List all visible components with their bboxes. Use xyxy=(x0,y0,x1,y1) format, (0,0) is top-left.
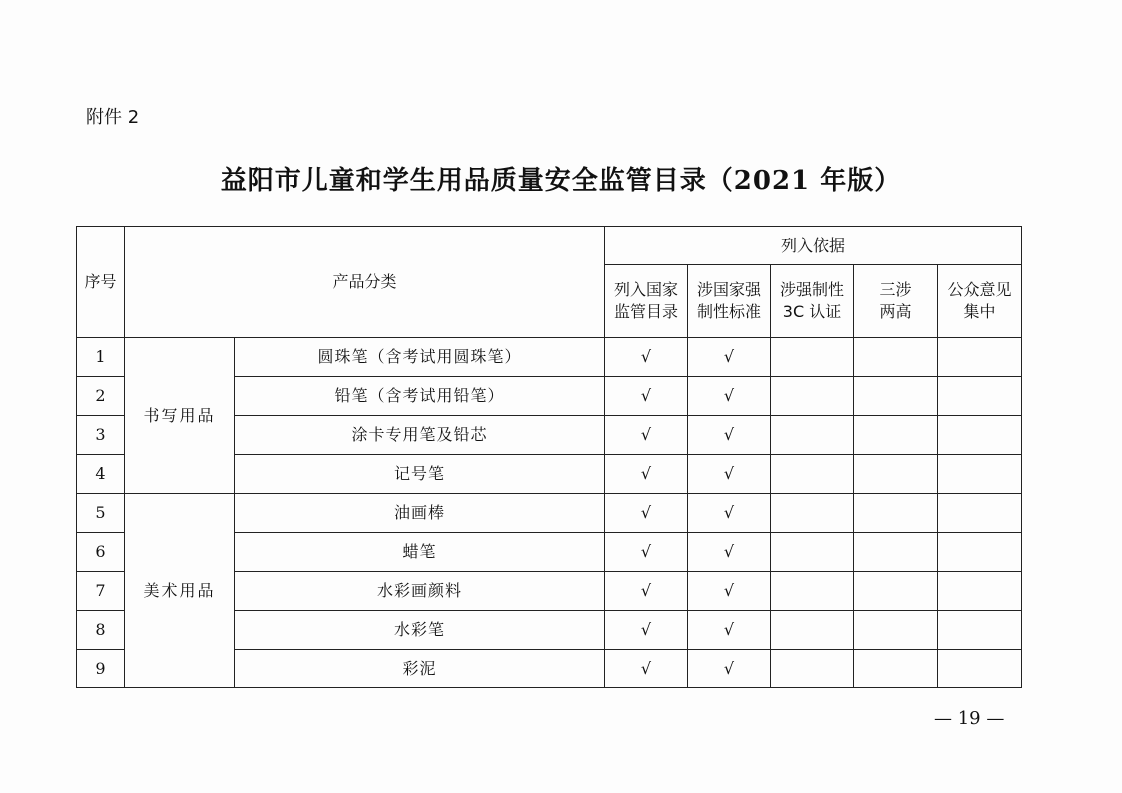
check-mark xyxy=(771,611,854,650)
row-number: 5 xyxy=(77,494,125,533)
check-mark xyxy=(771,377,854,416)
check-mark: √ xyxy=(605,572,688,611)
supervision-catalog-table xyxy=(76,226,1022,688)
check-mark: √ xyxy=(605,650,688,688)
header-basis-col: 三涉 两高 xyxy=(854,265,938,338)
check-mark: √ xyxy=(688,494,771,533)
check-mark xyxy=(771,416,854,455)
header-category: 产品分类 xyxy=(125,227,605,338)
check-mark xyxy=(771,650,854,688)
row-number: 8 xyxy=(77,611,125,650)
check-mark xyxy=(938,533,1022,572)
check-mark: √ xyxy=(688,416,771,455)
row-number: 3 xyxy=(77,416,125,455)
check-mark xyxy=(938,338,1022,377)
check-mark: √ xyxy=(605,533,688,572)
row-number: 4 xyxy=(77,455,125,494)
check-mark xyxy=(771,494,854,533)
check-mark xyxy=(854,338,938,377)
product-name: 油画棒 xyxy=(235,494,605,533)
check-mark xyxy=(771,572,854,611)
check-mark: √ xyxy=(688,377,771,416)
row-number: 9 xyxy=(77,650,125,688)
check-mark: √ xyxy=(688,338,771,377)
check-mark xyxy=(938,494,1022,533)
attachment-label: 附件 2 xyxy=(86,107,140,128)
check-mark: √ xyxy=(605,377,688,416)
check-mark: √ xyxy=(605,416,688,455)
check-mark xyxy=(938,572,1022,611)
check-mark: √ xyxy=(605,494,688,533)
header-basis-col: 涉强制性 3C 认证 xyxy=(771,265,854,338)
check-mark: √ xyxy=(688,455,771,494)
check-mark: √ xyxy=(605,611,688,650)
check-mark xyxy=(771,338,854,377)
check-mark xyxy=(854,377,938,416)
check-mark xyxy=(854,650,938,688)
header-basis-group: 列入依据 xyxy=(605,227,1022,265)
document-title: 益阳市儿童和学生用品质量安全监管目录（2021 年版） xyxy=(220,166,902,196)
row-number: 1 xyxy=(77,338,125,377)
product-name: 记号笔 xyxy=(235,455,605,494)
product-name: 蜡笔 xyxy=(235,533,605,572)
header-index: 序号 xyxy=(77,227,125,338)
category-group: 书写用品 xyxy=(125,338,235,494)
check-mark xyxy=(771,455,854,494)
row-number: 6 xyxy=(77,533,125,572)
check-mark: √ xyxy=(605,338,688,377)
check-mark: √ xyxy=(688,572,771,611)
check-mark: √ xyxy=(605,455,688,494)
check-mark xyxy=(938,416,1022,455)
check-mark: √ xyxy=(688,650,771,688)
category-group: 美术用品 xyxy=(125,494,235,688)
check-mark xyxy=(938,377,1022,416)
header-basis-col: 公众意见 集中 xyxy=(938,265,1022,338)
product-name: 水彩笔 xyxy=(235,611,605,650)
check-mark xyxy=(771,533,854,572)
check-mark xyxy=(854,533,938,572)
product-name: 涂卡专用笔及铅芯 xyxy=(235,416,605,455)
row-number: 7 xyxy=(77,572,125,611)
check-mark: √ xyxy=(688,611,771,650)
product-name: 圆珠笔（含考试用圆珠笔） xyxy=(235,338,605,377)
table-row xyxy=(77,494,1022,533)
check-mark xyxy=(938,650,1022,688)
check-mark xyxy=(854,494,938,533)
check-mark xyxy=(854,455,938,494)
check-mark: √ xyxy=(688,533,771,572)
check-mark xyxy=(854,572,938,611)
check-mark xyxy=(938,611,1022,650)
header-basis-col: 涉国家强 制性标准 xyxy=(688,265,771,338)
page-number: — 19 — xyxy=(934,708,1005,729)
row-number: 2 xyxy=(77,377,125,416)
check-mark xyxy=(854,611,938,650)
product-name: 彩泥 xyxy=(235,650,605,688)
check-mark xyxy=(854,416,938,455)
check-mark xyxy=(938,455,1022,494)
header-basis-col: 列入国家 监管目录 xyxy=(605,265,688,338)
product-name: 水彩画颜料 xyxy=(235,572,605,611)
table-row xyxy=(77,338,1022,377)
product-name: 铅笔（含考试用铅笔） xyxy=(235,377,605,416)
